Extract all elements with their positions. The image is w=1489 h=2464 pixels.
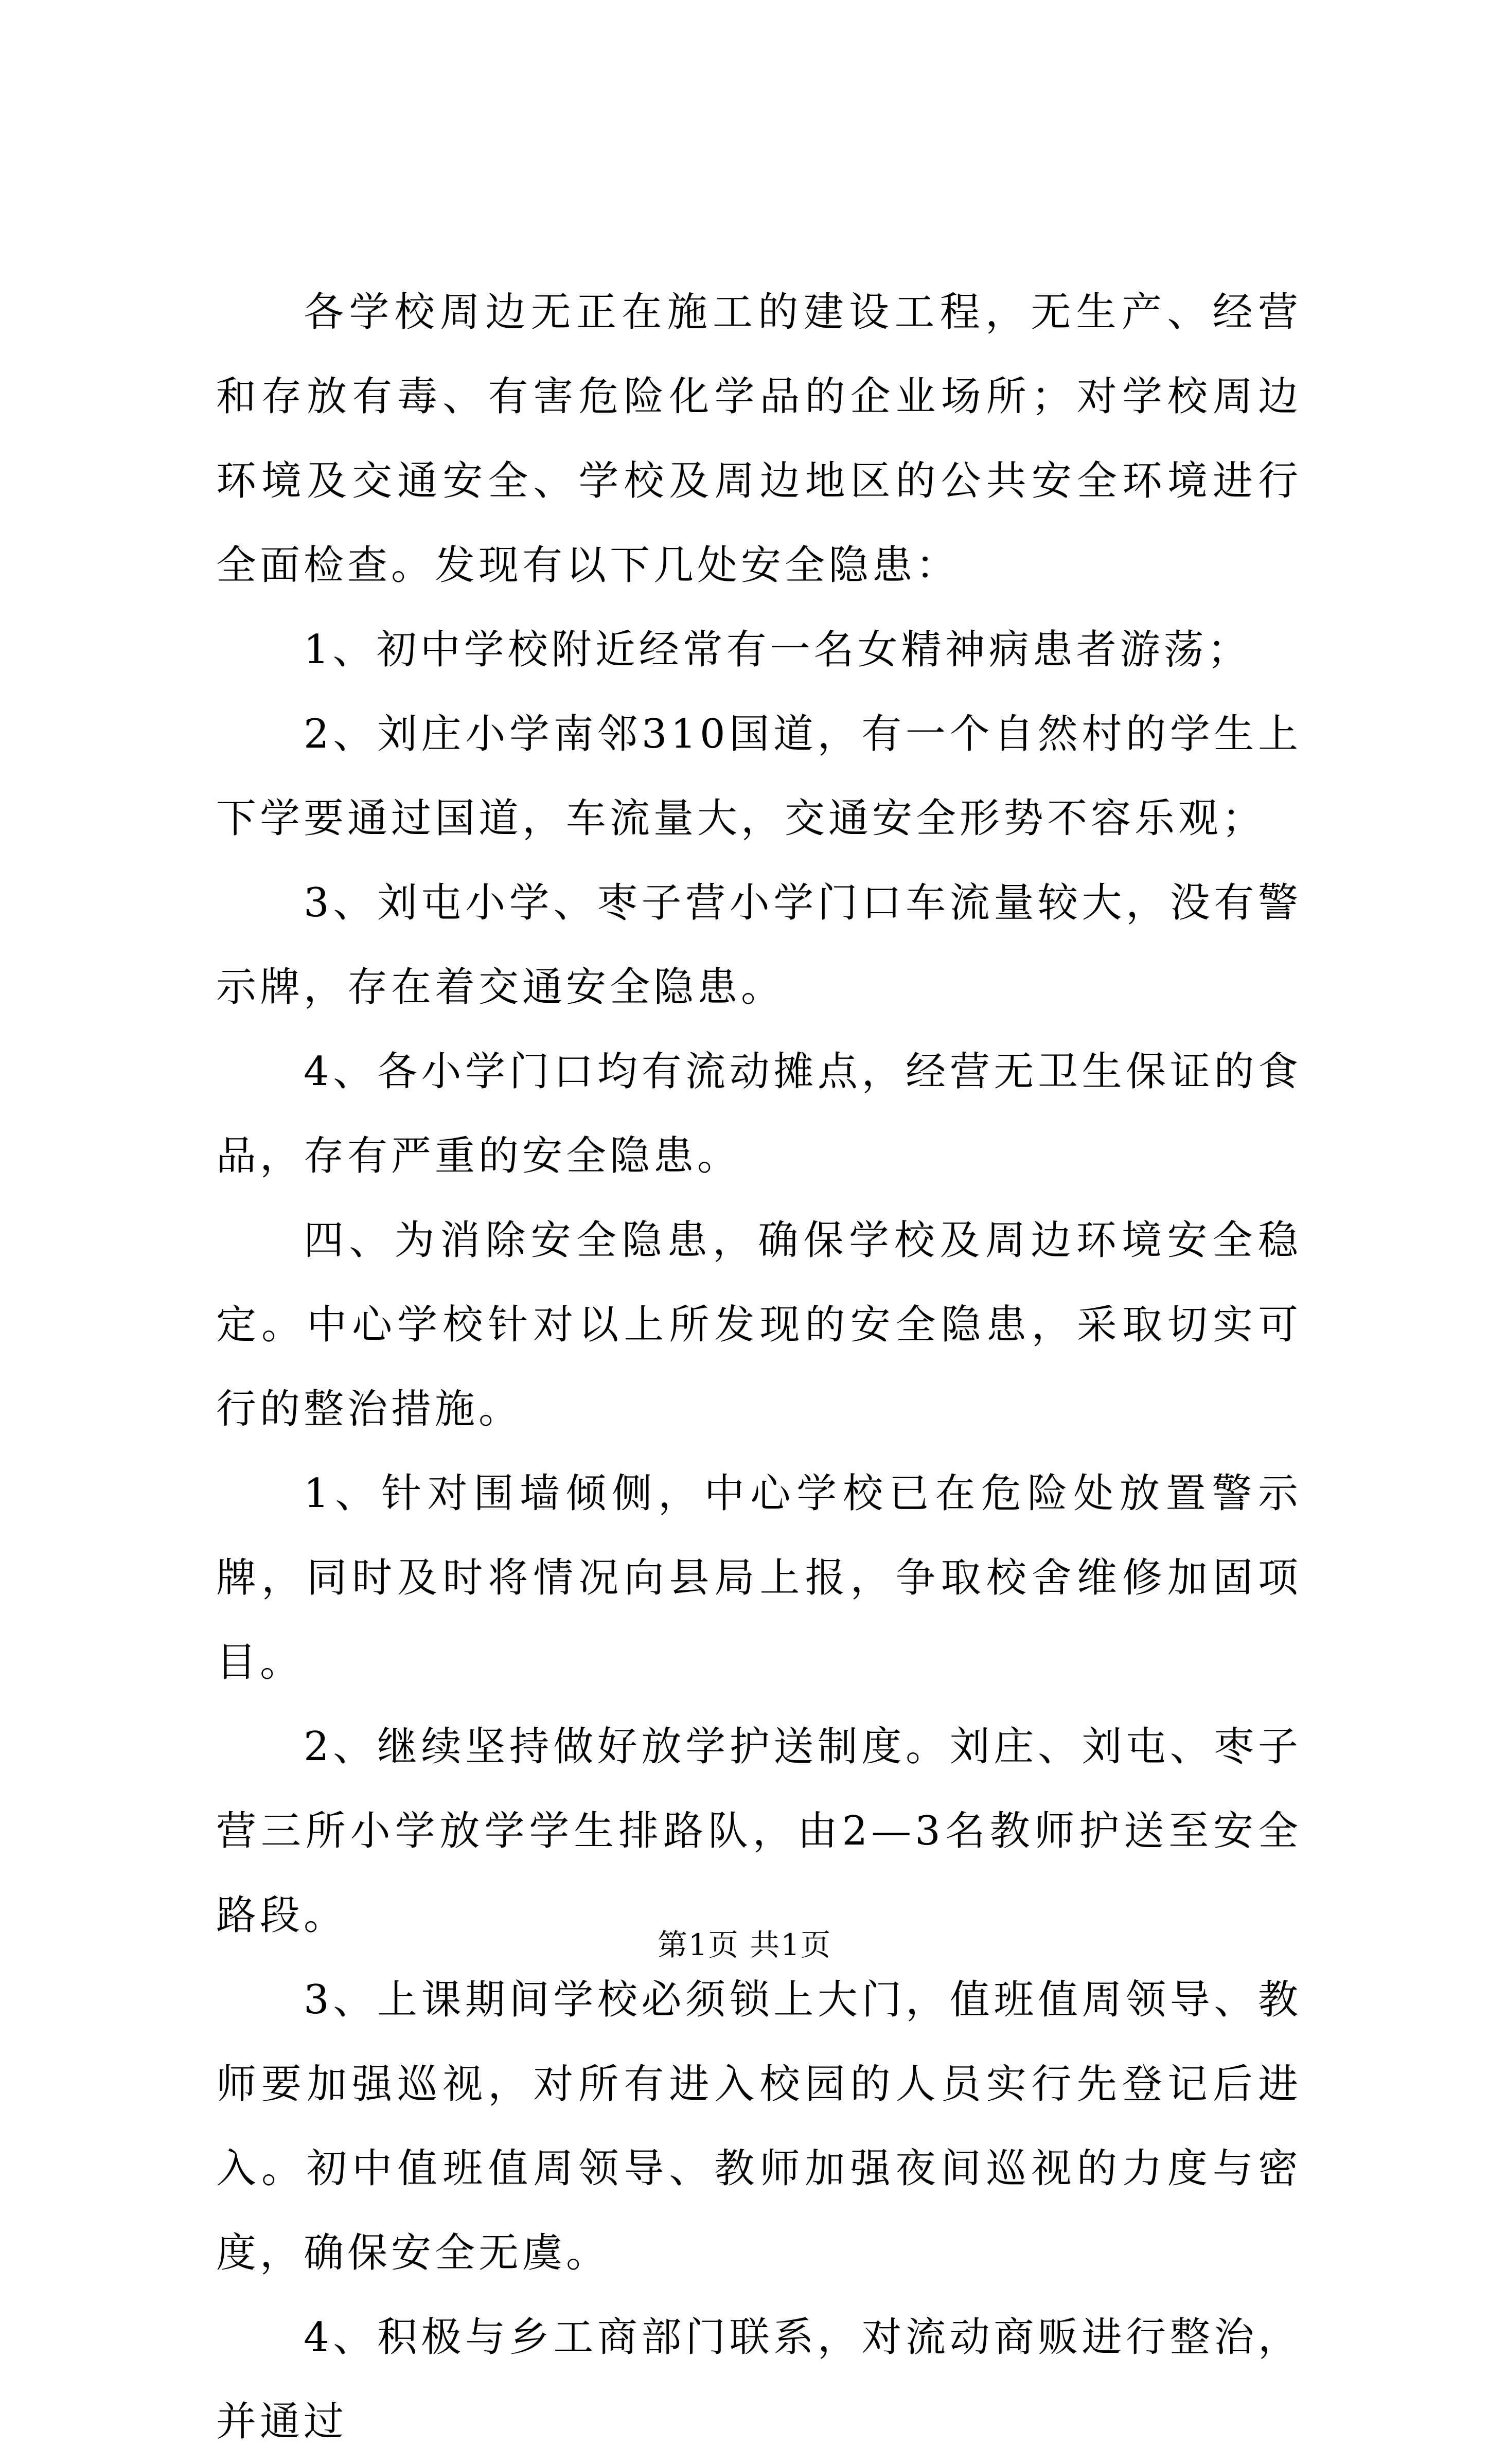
paragraph-hazard-1: 1、初中学校附近经常有一名女精神病患者游荡；	[304, 627, 1251, 673]
paragraph-hazard-4: 4、各小学门口均有流动摊点，经营无卫生保证的食品，存有严重的安全隐患。	[216, 1049, 1302, 1179]
paragraph-hazard-3: 3、刘屯小学、枣子营小学门口车流量较大，没有警示牌，存在着交通安全隐患。	[216, 880, 1302, 1011]
paragraph-measure-2: 2、继续坚持做好放学护送制度。刘庄、刘屯、枣子营三所小学放学学生排路队，由2—3名教师护送至安全路段。	[216, 1724, 1302, 1939]
page-footer: 第1页 共1页	[657, 1927, 832, 1962]
paragraph-hazard-2: 2、刘庄小学南邻310国道，有一个自然村的学生上下学要通过国道，车流量大，交通安全形势不容乐观；	[216, 711, 1302, 842]
paragraph-measure-4: 4、积极与乡工商部门联系，对流动商贩进行整治，并通过	[216, 2314, 1302, 2445]
paragraph-measure-3: 3、上课期间学校必须锁上大门，值班值周领导、教师要加强巡视，对所有进入校园的人员实行先登记后进入。初中值班值周领导、教师加强夜间巡视的力度与密度，确保安全无虞。	[216, 1977, 1302, 2276]
paragraph-measure-1: 1、针对围墙倾侧，中心学校已在危险处放置警示牌，同时及时将情况向县局上报，争取校舍维修加固项目。	[216, 1470, 1302, 1686]
document-body	[216, 270, 1302, 2464]
paragraph-surroundings-check: 各学校周边无正在施工的建设工程，无生产、经营和存放有毒、有害危险化学品的企业场所；对学校周边环境及交通安全、学校及周边地区的公共安全环境进行全面检查。发现有以下几处安全隐患：	[216, 289, 1302, 589]
paragraph-section-four: 四、为消除安全隐患，确保学校及周边环境安全稳定。中心学校针对以上所发现的安全隐患，采取切实可行的整治措施。	[216, 1217, 1302, 1432]
